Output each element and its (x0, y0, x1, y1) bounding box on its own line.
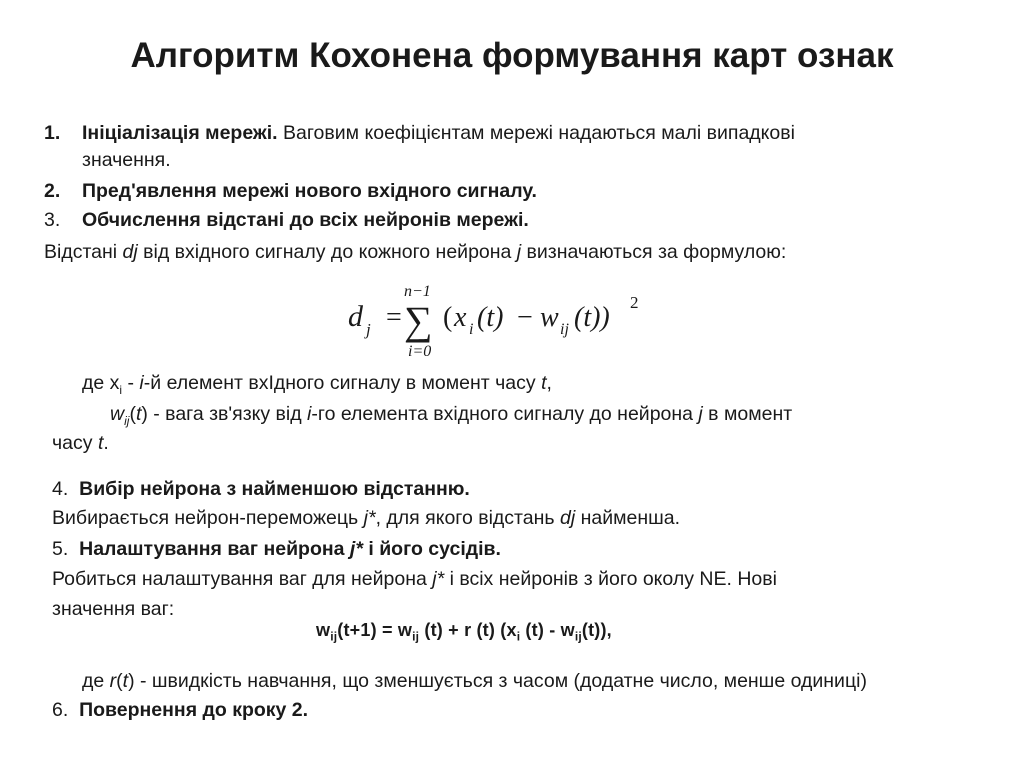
text-span: Налаштування ваг нейрона (79, 538, 350, 560)
text-span: (t) - w (520, 620, 575, 640)
text-span: . (103, 432, 109, 454)
text-span: - (122, 372, 140, 394)
text-span: Вибирається нейрон-переможець (52, 507, 364, 529)
sub-ij: ij (412, 629, 420, 644)
formula-equals: = (386, 302, 402, 333)
step-1-continuation: значення. (82, 149, 171, 171)
sub-i: i (516, 629, 521, 644)
text-span: ) - швидкість навчання, що зменшується з часом (додатне число, менше одиниці) (128, 670, 867, 692)
step-6-number: 6. (52, 699, 69, 721)
text-span: , (546, 372, 552, 394)
page-title: Алгоритм Кохонена формування карт ознак (130, 36, 894, 75)
var-t: t (135, 403, 142, 425)
var-t: t (541, 372, 547, 394)
text-span: Відстані (44, 241, 123, 263)
var-i: i (139, 372, 144, 394)
weight-update-formula (316, 620, 612, 644)
text-span: (t)), (581, 620, 612, 640)
var-dj: dj (122, 241, 138, 263)
formula-minus: − (517, 302, 533, 333)
text-span: від вхідного сигналу до кожного нейрона (137, 241, 517, 263)
text-span: і всіх нейронів з його околу NE. Нові (444, 568, 777, 590)
var-i: i (307, 403, 312, 425)
step-2-heading: Пред'явлення мережі нового вхідного сигналу. (82, 180, 537, 202)
var-j-star: j* (363, 507, 376, 529)
step-4-number: 4. (52, 478, 69, 500)
formula-j-sub: j (366, 320, 371, 339)
text-span: w (316, 620, 331, 640)
formula-i-sub: i (469, 321, 474, 338)
formula-x: x (454, 302, 467, 333)
formula-ij-sub: ij (560, 321, 569, 338)
sub-i: i (119, 382, 123, 397)
text-span: ( (116, 670, 123, 692)
step-1-heading: Ініціалізація мережі. (82, 122, 278, 144)
step-5-continuation: значення ваг: (52, 598, 175, 620)
var-r: r (109, 670, 117, 692)
sub-ij: ij (574, 629, 582, 644)
formula-sum-symbol: ∑ (404, 298, 433, 343)
text-span: де x (82, 372, 120, 394)
step-5 (52, 536, 501, 562)
text-span: ( (129, 403, 136, 425)
formula-d: d (348, 300, 363, 333)
sub-ij: ij (330, 629, 338, 644)
text-span: визначаються за формулою: (521, 241, 787, 263)
step-3-heading: Обчислення відстані до всіх нейронів мережі. (82, 209, 529, 231)
step-1-text: Ваговим коефіцієнтам мережі надаються малі випадкові (277, 122, 795, 144)
step-6-heading: Повернення до кроку 2. (79, 699, 309, 721)
step-5-number: 5. (52, 538, 69, 560)
step-3-number: 3. (44, 209, 61, 231)
text-span: (t) + r (t) (x (419, 620, 517, 640)
distance-formula (344, 282, 644, 362)
text-span: , для якого відстань (375, 507, 560, 529)
formula-power: 2 (630, 293, 639, 312)
step-4-description (52, 505, 680, 531)
where-w-line (110, 401, 792, 434)
text-span: ) - вага зв'язку від (141, 403, 308, 425)
step-4-heading: Вибір нейрона з найменшою відстанню. (79, 478, 470, 500)
sub-ij: ij (124, 413, 130, 428)
text-span: Робиться налаштування ваг для нейрона (52, 568, 433, 590)
var-j-star: j* (432, 568, 445, 590)
step-3-description (44, 239, 786, 265)
formula-lower-limit: i=0 (408, 343, 432, 360)
text-span: в момент (702, 403, 793, 425)
step-3 (44, 207, 529, 233)
step-1-number: 1. (44, 122, 61, 144)
text-span: -й елемент вхIдного сигналу в момент часу (143, 372, 542, 394)
formula-t1: (t) (477, 302, 504, 333)
step-2-number: 2. (44, 180, 61, 202)
where-x-line (82, 370, 552, 403)
var-w: w (110, 403, 125, 425)
var-t: t (122, 670, 129, 692)
step-1 (44, 120, 795, 146)
formula-t2: (t)) (574, 302, 610, 333)
text-span: де (82, 670, 110, 692)
formula-w: w (540, 302, 559, 333)
text-span: (t+1) = w (337, 620, 413, 640)
where-w-continuation (52, 430, 109, 456)
var-t: t (97, 432, 104, 454)
var-dj: dj (559, 507, 576, 529)
step-5-heading (79, 538, 501, 560)
step-5-description (52, 566, 777, 592)
text-span: часу (52, 432, 98, 454)
formula-open-paren: ( (443, 302, 453, 333)
text-span: найменша. (575, 507, 681, 529)
formula-upper-limit: n−1 (404, 283, 431, 300)
text-span: -го елемента вхідного сигналу до нейрона (311, 403, 699, 425)
var-j: j (516, 241, 522, 263)
where-r-line (82, 668, 1024, 694)
var-j: j (698, 403, 703, 425)
var-j-star: j* (349, 538, 363, 560)
step-4 (52, 476, 470, 502)
text-span: і його сусідів. (362, 538, 501, 560)
step-6 (52, 697, 308, 723)
step-2 (44, 178, 537, 204)
